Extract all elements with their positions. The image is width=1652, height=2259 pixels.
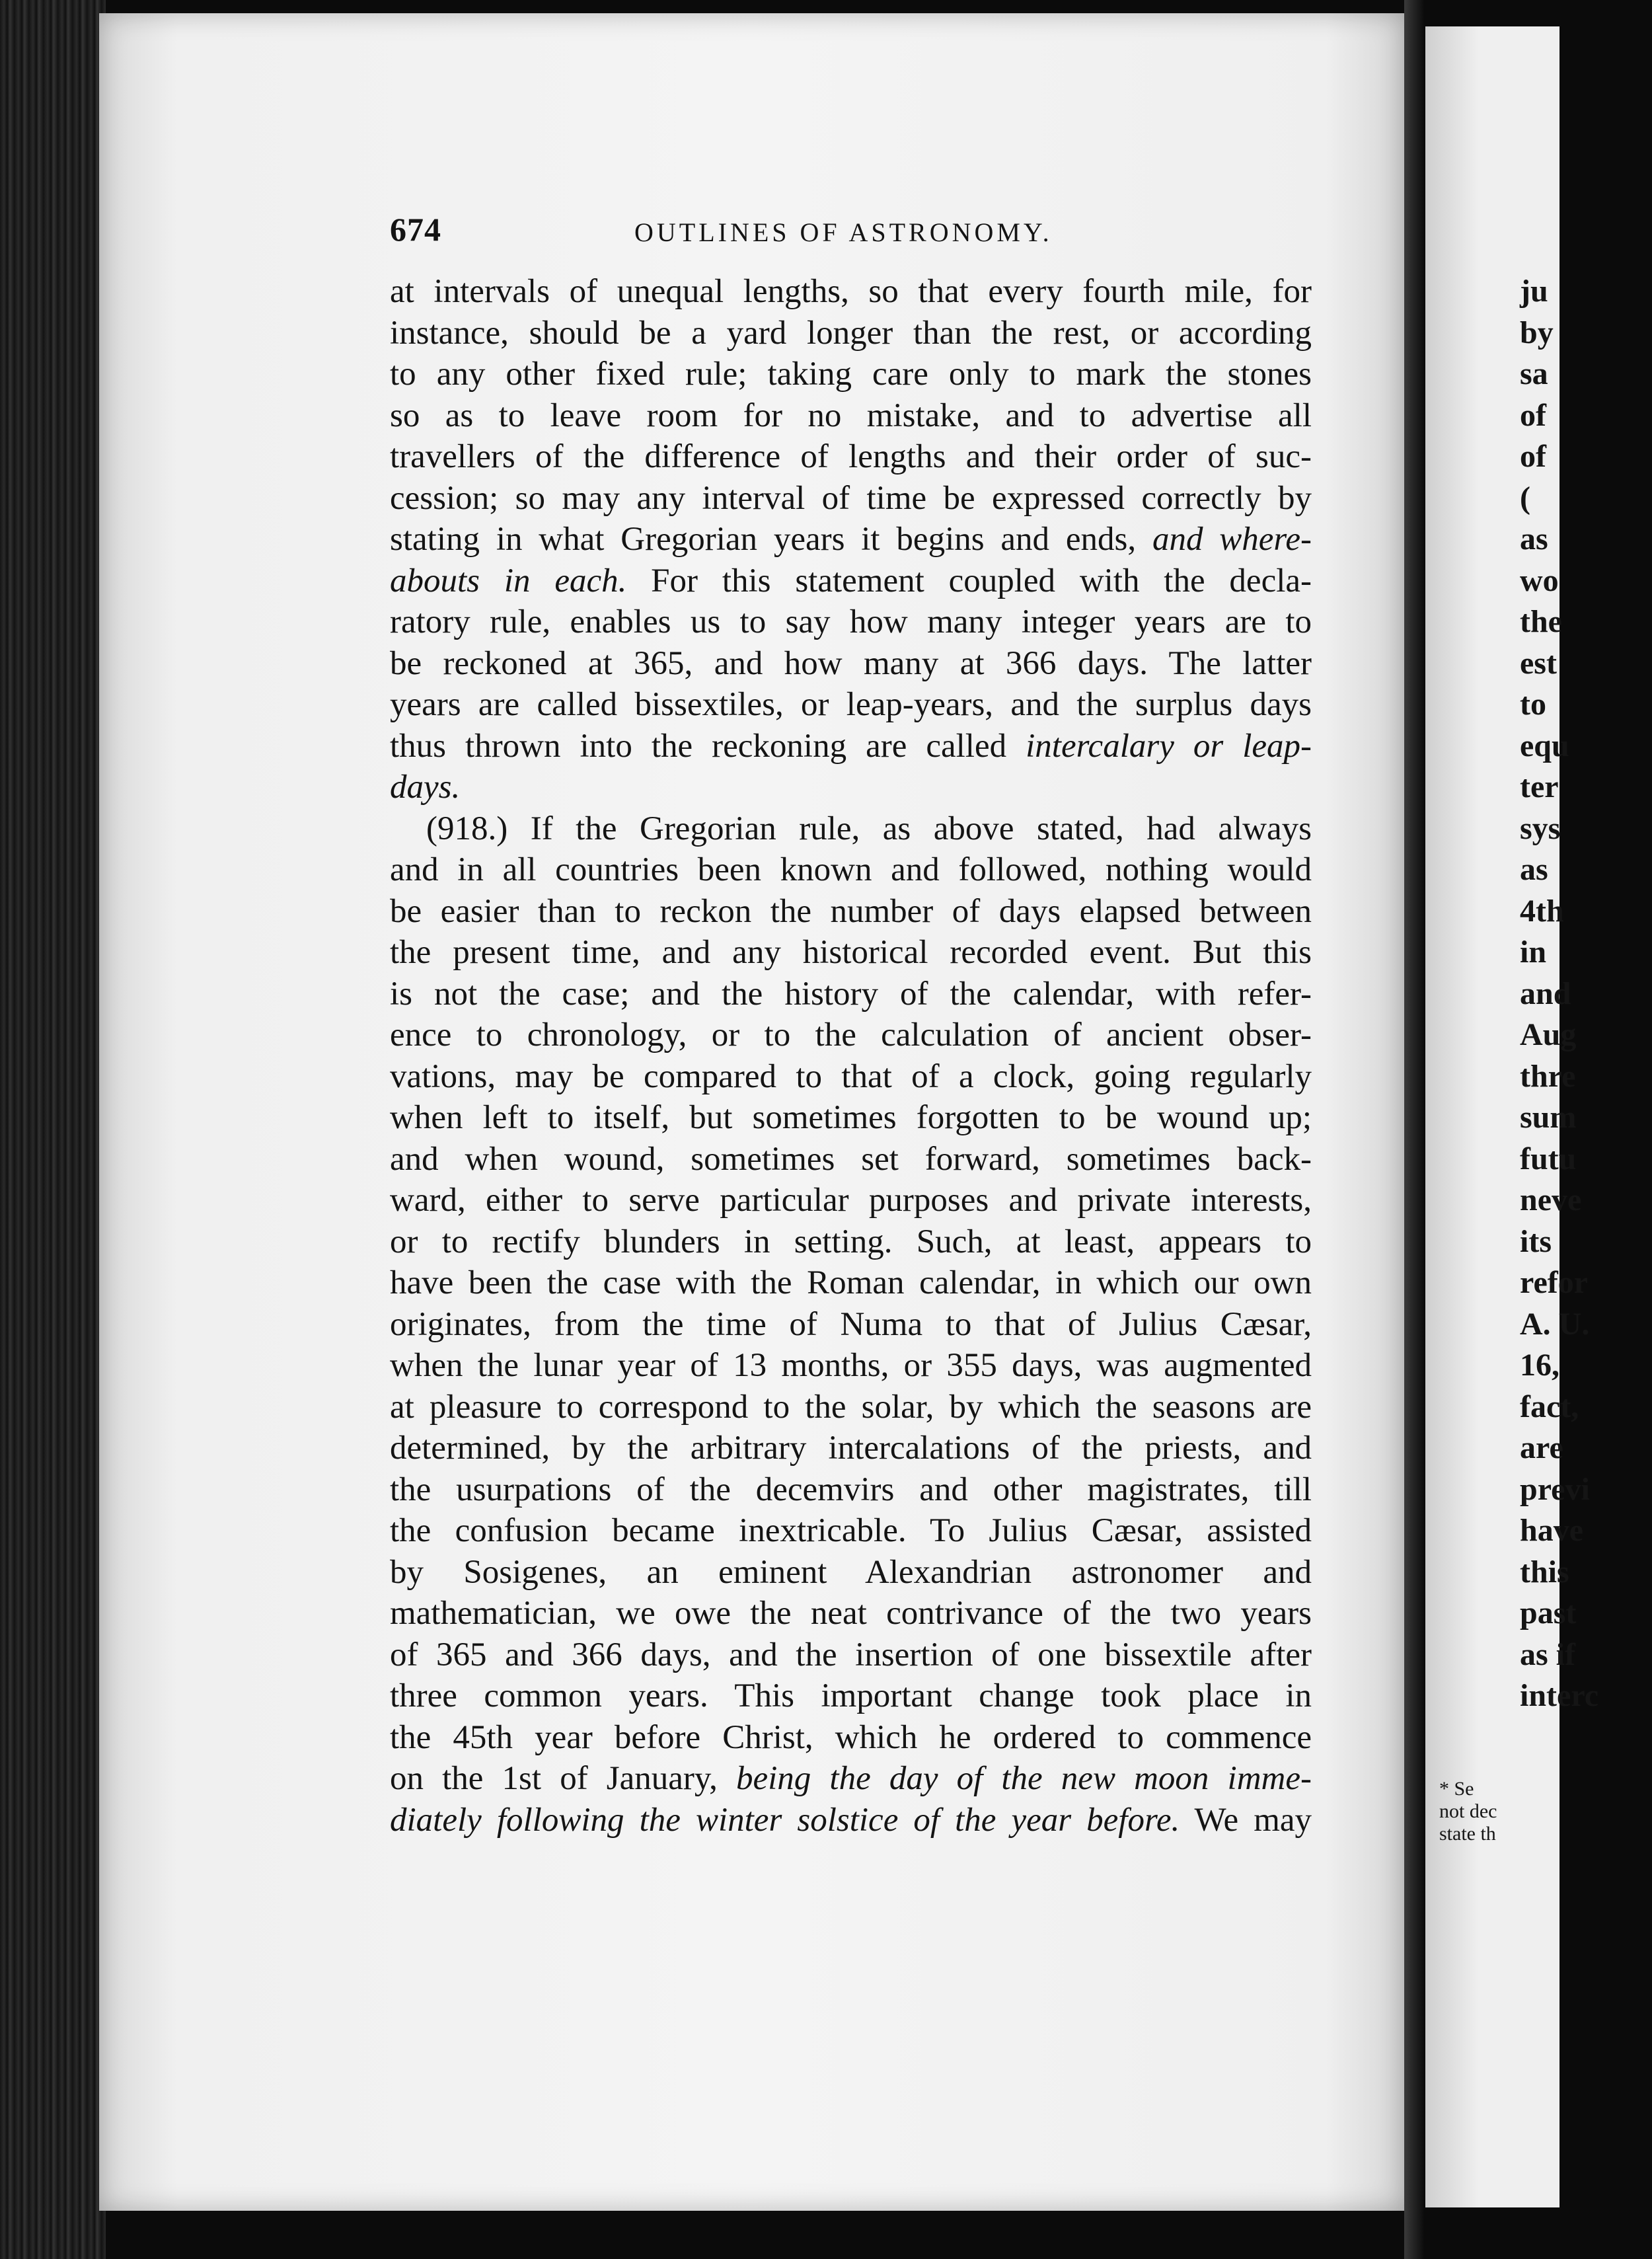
facing-page-line: refor	[1520, 1265, 1589, 1300]
facing-page-line: its	[1520, 1223, 1552, 1259]
text-line	[390, 767, 1312, 808]
body-text	[390, 271, 1312, 1841]
facing-page-line: futu	[1520, 1141, 1577, 1176]
text-line: diately following the winter solstice of the year before. We may	[390, 1801, 1312, 1839]
italic-run: abouts in each.	[390, 562, 627, 599]
text-line: be reckoned at 365, and how many at 366 days. The latter	[390, 644, 1312, 682]
facing-page-line: as	[1520, 852, 1548, 887]
text-line: three common years. This important change took place in	[390, 1677, 1312, 1714]
text-line: years are called bissextiles, or leap-years, and the surplus days	[390, 686, 1312, 723]
facing-page-line: the	[1520, 604, 1562, 639]
facing-footnote-line: * Se	[1439, 1778, 1474, 1800]
italic-run: and where-	[1152, 521, 1312, 558]
text-line: to any other fixed rule; taking care only to mark the stones	[390, 356, 1312, 393]
facing-page-line: previ	[1520, 1471, 1590, 1507]
facing-page-line: fact,	[1520, 1389, 1579, 1424]
facing-page-line: and	[1520, 976, 1571, 1011]
facing-page-line: to	[1520, 687, 1546, 722]
italic-run: being the day of the new moon imme-	[735, 1760, 1312, 1797]
facing-page-line: sum	[1520, 1100, 1577, 1135]
facing-page-line: have	[1520, 1513, 1583, 1548]
text-line: is not the case; and the history of the calendar, with refer-	[390, 975, 1312, 1013]
facing-page-line: ju	[1520, 274, 1548, 309]
italic-run: intercalary or leap-	[1026, 727, 1312, 765]
page-header	[390, 210, 1315, 250]
text-line: the 45th year before Christ, which he ordered to commence	[390, 1718, 1312, 1756]
text-line: and in all countries been known and followed, nothing would	[390, 851, 1312, 888]
facing-page-line: equ	[1520, 728, 1569, 763]
text-line: thus thrown into the reckoning are called intercalary or leap-	[390, 727, 1312, 765]
facing-page-line: of	[1520, 397, 1546, 433]
text-line: be easier than to reckon the number of days elapsed between	[390, 892, 1312, 930]
text-line: vations, may be compared to that of a clock, going regularly	[390, 1057, 1312, 1095]
facing-page-line: A. U.	[1520, 1306, 1590, 1342]
text-line: of 365 and 366 days, and the insertion of one bissextile after	[390, 1636, 1312, 1673]
text-line: abouts in each. For this statement coupled with the decla-	[390, 562, 1312, 599]
facing-page-line: are	[1520, 1430, 1563, 1465]
facing-page-line: sys	[1520, 810, 1561, 846]
text-line: at intervals of unequal lengths, so that every fourth mile, for	[390, 273, 1312, 310]
facing-page-line: 4th	[1520, 893, 1564, 929]
text-line: so as to leave room for no mistake, and to advertise all	[390, 397, 1312, 434]
facing-page-line: ter	[1520, 769, 1559, 804]
facing-page-line: thre	[1520, 1058, 1576, 1094]
facing-page-line: est	[1520, 645, 1557, 681]
facing-footnote-line: state th	[1439, 1823, 1496, 1845]
italic-run: days.	[390, 769, 461, 806]
text-line: when left to itself, but sometimes forgotten to be wound up;	[390, 1099, 1312, 1136]
facing-page-line: as	[1520, 521, 1548, 556]
text-line: stating in what Gregorian years it begins and ends, and where-	[390, 521, 1312, 558]
text-line: ward, either to serve particular purposes and private interests,	[390, 1182, 1312, 1219]
page-gutter	[1404, 0, 1425, 2259]
page-number: 674	[390, 211, 441, 248]
text-line: mathematician, we owe the neat contrivance of the two years	[390, 1595, 1312, 1632]
facing-page-footnote	[1439, 1778, 1497, 1845]
facing-page-line: of	[1520, 439, 1546, 474]
running-title: OUTLINES OF ASTRONOMY.	[634, 217, 1053, 247]
text-line: have been the case with the Roman calendar, in which our own	[390, 1264, 1312, 1301]
text-line: the usurpations of the decemvirs and other magistrates, till	[390, 1471, 1312, 1508]
facing-page-line: this	[1520, 1554, 1569, 1589]
text-line: determined, by the arbitrary intercalations of the priests, and	[390, 1430, 1312, 1467]
text-line: or to rectify blunders in setting. Such, at least, appears to	[390, 1223, 1312, 1260]
facing-page-line: neve	[1520, 1182, 1582, 1217]
text-line: the confusion became inextricable. To Julius Cæsar, assisted	[390, 1512, 1312, 1549]
text-line: at pleasure to correspond to the solar, by which the seasons are	[390, 1388, 1312, 1426]
text-line: cession; so may any interval of time be expressed correctly by	[390, 479, 1312, 517]
facing-page-line: as if	[1520, 1636, 1575, 1672]
facing-page-line: 16,	[1520, 1348, 1559, 1383]
text-line: ence to chronology, or to the calculation of ancient obser-	[390, 1016, 1312, 1053]
facing-page-line: by	[1520, 315, 1554, 350]
facing-page-line: interc	[1520, 1678, 1599, 1713]
text-line: originates, from the time of Numa to that of Julius Cæsar,	[390, 1305, 1312, 1343]
facing-page-text	[1520, 271, 1652, 1717]
facing-footnote-line: not dec	[1439, 1800, 1497, 1822]
text-line: ratory rule, enables us to say how many integer years are to	[390, 603, 1312, 640]
facing-page-line: past	[1520, 1595, 1577, 1630]
italic-run: diately following the winter solstice of the year before.	[390, 1801, 1180, 1839]
text-line: by Sosigenes, an eminent Alexandrian astronomer and	[390, 1553, 1312, 1591]
book-spine-edge	[0, 0, 106, 2259]
facing-page-line: (	[1520, 480, 1530, 516]
text-line: on the 1st of January, being the day of the new moon imme-	[390, 1760, 1312, 1797]
facing-page-line: Aug	[1520, 1017, 1577, 1052]
text-line: when the lunar year of 13 months, or 355 days, was augmented	[390, 1347, 1312, 1384]
facing-page-line: in	[1520, 935, 1547, 970]
text-line: and when wound, sometimes set forward, sometimes back-	[390, 1140, 1312, 1178]
facing-page-line: wo	[1520, 562, 1559, 598]
text-line: (918.) If the Gregorian rule, as above stated, had always	[426, 810, 1312, 847]
text-line: instance, should be a yard longer than the rest, or according	[390, 314, 1312, 352]
facing-page-line: sa	[1520, 356, 1548, 391]
text-line: travellers of the difference of lengths and their order of suc-	[390, 438, 1312, 475]
text-line: the present time, and any historical recorded event. But this	[390, 934, 1312, 971]
